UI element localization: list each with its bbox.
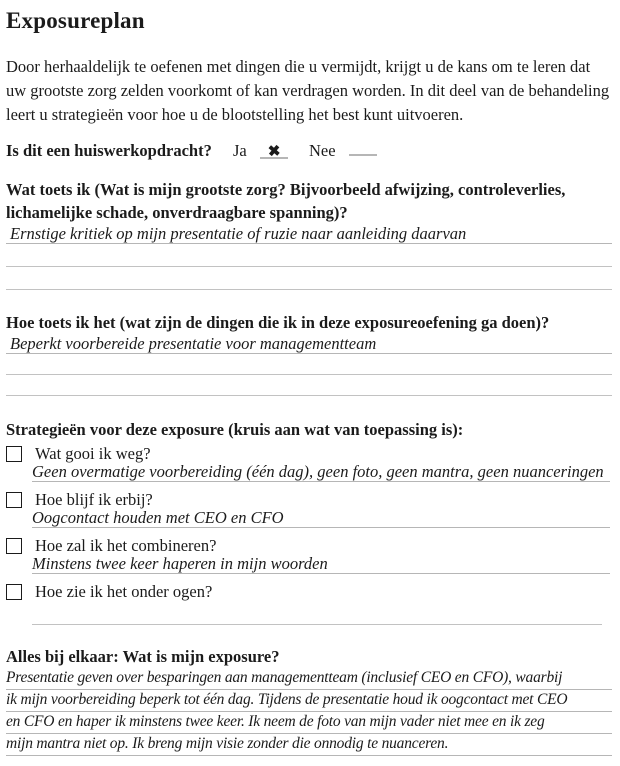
- strategy-answer-field[interactable]: Minstens twee keer haperen in mijn woorden: [32, 556, 610, 574]
- strategy-label: Hoe blijf ik erbij?: [35, 490, 153, 509]
- homework-question-label: Is dit een huiswerkopdracht?: [6, 141, 212, 160]
- checkbox-hoe-zal-ik-het-combineren[interactable]: [6, 538, 22, 554]
- page-title: Exposureplan: [6, 8, 145, 33]
- how-test-answer-field[interactable]: Beperkt voorbereide presentatie voor managementteam: [6, 334, 612, 354]
- answer-line-empty[interactable]: [32, 613, 602, 625]
- strategy-item-hoe-blijf-ik-erbij: [6, 490, 612, 509]
- x-mark-icon: ✖: [266, 143, 281, 161]
- intro-paragraph: Door herhaaldelijk te oefenen met dingen die u vermijdt, krijgt u de kans om te leren dat uw grootste zorg zelden voorkomt of kan verdragen worden. In dit deel van de behandeling leert u strategieën voor hoe u de blootstelling het best kunt uitvoeren.: [6, 57, 610, 124]
- summary-answer-line[interactable]: ik mijn voorbereiding beperk tot één dag. Tijdens de presentatie houd ik oogcontact met CEO: [6, 690, 612, 712]
- strategy-item-wat-gooi-ik-weg: [6, 444, 612, 463]
- section-what-test: [6, 178, 612, 290]
- summary-answer-line[interactable]: mijn mantra niet op. Ik breng mijn visie zonder die onnodig te nuanceren.: [6, 734, 612, 756]
- homework-no-label: Nee: [308, 141, 336, 160]
- strategy-answer-field[interactable]: Geen overmatige voorbereiding (één dag), geen foto, geen mantra, geen nuanceringen: [32, 464, 610, 482]
- strategy-answer-field[interactable]: Oogcontact houden met CEO en CFO: [32, 510, 610, 528]
- answer-line-empty[interactable]: [6, 354, 612, 375]
- what-test-answer-field[interactable]: Ernstige kritiek op mijn presentatie of ruzie naar aanleiding daarvan: [6, 224, 612, 244]
- strategy-label: Wat gooi ik weg?: [35, 444, 151, 463]
- what-test-heading: Wat toets ik (Wat is mijn grootste zorg? Bijvoorbeeld afwijzing, controleverlies, lichamelijke schade, onverdraagbare spanning)?: [6, 180, 566, 222]
- strategy-item-hoe-zal-ik-het-combineren: [6, 536, 612, 555]
- strategy-item-hoe-zie-ik-het-onder-ogen: [6, 582, 612, 601]
- section-strategies: [6, 418, 612, 625]
- homework-question-row: [6, 137, 612, 162]
- strategies-heading: Strategieën voor deze exposure (kruis aan wat van toepassing is):: [6, 420, 464, 439]
- homework-yes-label: Ja: [232, 141, 247, 160]
- how-test-heading: Hoe toets ik het (wat zijn de dingen die ik in deze exposureoefening ga doen)?: [6, 313, 550, 332]
- answer-line-empty[interactable]: [6, 244, 612, 267]
- strategy-label: Hoe zal ik het combineren?: [35, 536, 217, 555]
- homework-yes-field[interactable]: [260, 140, 288, 159]
- summary-answer-line[interactable]: Presentatie geven over besparingen aan managementteam (inclusief CEO en CFO), waarbij: [6, 668, 612, 690]
- checkbox-hoe-zie-ik-het-onder-ogen[interactable]: [6, 584, 22, 600]
- homework-no-field[interactable]: [349, 137, 377, 156]
- summary-heading: Alles bij elkaar: Wat is mijn exposure?: [6, 647, 280, 666]
- strategy-label: Hoe zie ik het onder ogen?: [35, 582, 213, 601]
- answer-line-empty[interactable]: [6, 267, 612, 290]
- summary-answer-line[interactable]: en CFO en haper ik minstens twee keer. Ik neem de foto van mijn vader niet mee en ik zeg: [6, 712, 612, 734]
- section-how-test: [6, 311, 612, 396]
- section-summary: [6, 645, 612, 756]
- answer-line-empty[interactable]: [6, 375, 612, 396]
- checkbox-wat-gooi-ik-weg[interactable]: [6, 446, 22, 462]
- checkbox-hoe-blijf-ik-erbij[interactable]: [6, 492, 22, 508]
